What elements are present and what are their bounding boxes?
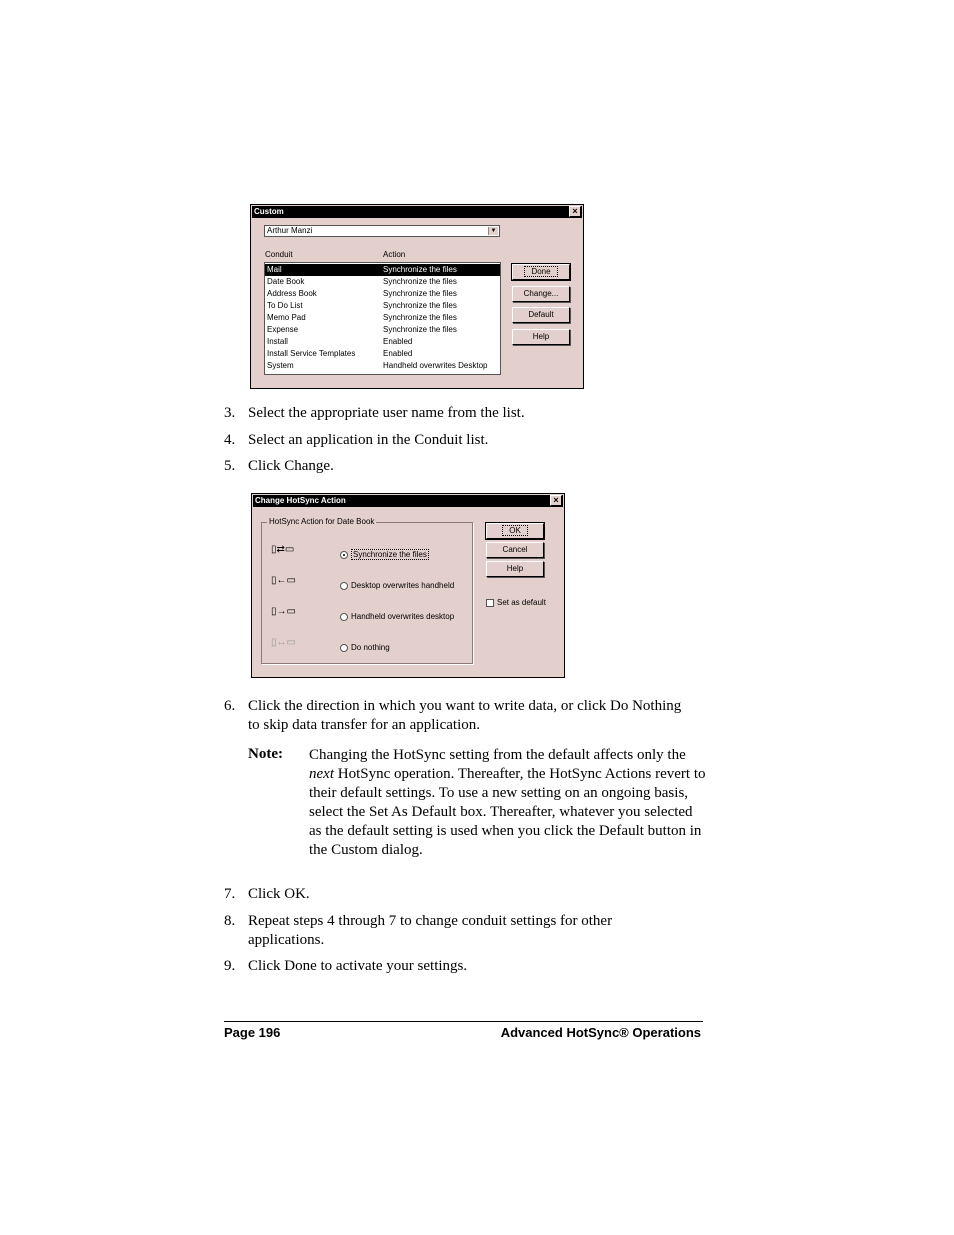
sync-direction-icon: ▯⇄▭ [271,544,295,555]
list-item[interactable]: Address Book Synchronize the files [267,289,457,298]
page-number: Page 196 [224,1025,281,1040]
group-label: HotSync Action for Date Book [269,517,375,526]
note-label: Note: [248,746,283,762]
radio-button[interactable] [340,613,348,621]
desktop-to-handheld-icon: ▯←▭ [271,575,296,586]
list-item[interactable]: System Handheld overwrites Desktop [267,361,488,370]
help-button[interactable]: Help [486,561,544,577]
close-icon[interactable]: × [569,206,581,217]
user-select[interactable] [264,225,500,237]
change-hotsync-action-dialog [251,493,565,678]
set-as-default-checkbox[interactable]: Set as default [486,598,546,607]
radio-do-nothing[interactable]: Do nothing [340,643,390,652]
radio-synchronize[interactable]: Synchronize the files [340,550,429,559]
change-button[interactable]: Change... [512,286,570,302]
list-item[interactable]: Memo Pad Synchronize the files [267,313,457,322]
radio-handheld-overwrites[interactable]: Handheld overwrites desktop [340,612,454,621]
ok-button[interactable]: OK [486,523,544,539]
list-item[interactable]: Date Book Synchronize the files [267,277,457,286]
custom-dialog [250,204,584,389]
list-item[interactable]: Expense Synchronize the files [267,325,457,334]
checkbox[interactable] [486,599,494,607]
cancel-button[interactable]: Cancel [486,542,544,558]
radio-button[interactable] [340,644,348,652]
column-header-conduit: Conduit [265,250,293,259]
list-item[interactable]: Install Enabled [267,337,413,346]
custom-dialog-title: Custom [252,206,582,218]
section-title: Advanced HotSync® Operations [500,1025,701,1040]
default-button[interactable]: Default [512,307,570,323]
note-text: Changing the HotSync setting from the default affects only the next HotSync operation. Thereafter, the HotSync Actions revert to their default settings. To use a new setting on an ongoing basis, select the Set As Default box. Thereafter, whatever you selected as the default setting is used when you click the Default button in the Custom dialog. [309,747,706,858]
help-button[interactable]: Help [512,329,570,345]
footer-rule [224,1021,703,1022]
column-header-action: Action [383,250,406,259]
chevron-down-icon[interactable]: ▼ [488,227,498,235]
conduit-list[interactable] [264,262,501,375]
list-item[interactable]: Install Service Templates Enabled [267,349,413,358]
change-dialog-title: Change HotSync Action [253,495,563,507]
list-item[interactable]: Mail Synchronize the files [265,264,500,276]
do-nothing-icon: ▯↔▭ [271,637,296,648]
done-button[interactable]: Done [512,264,570,280]
radio-button[interactable] [340,582,348,590]
list-item[interactable]: To Do List Synchronize the files [267,301,457,310]
close-icon[interactable]: × [550,495,562,506]
hotsync-action-group [261,517,473,664]
radio-desktop-overwrites[interactable]: Desktop overwrites handheld [340,581,454,590]
radio-button[interactable] [340,551,348,559]
handheld-to-desktop-icon: ▯→▭ [271,606,296,617]
user-select-value: Arthur Manzi [267,226,313,235]
